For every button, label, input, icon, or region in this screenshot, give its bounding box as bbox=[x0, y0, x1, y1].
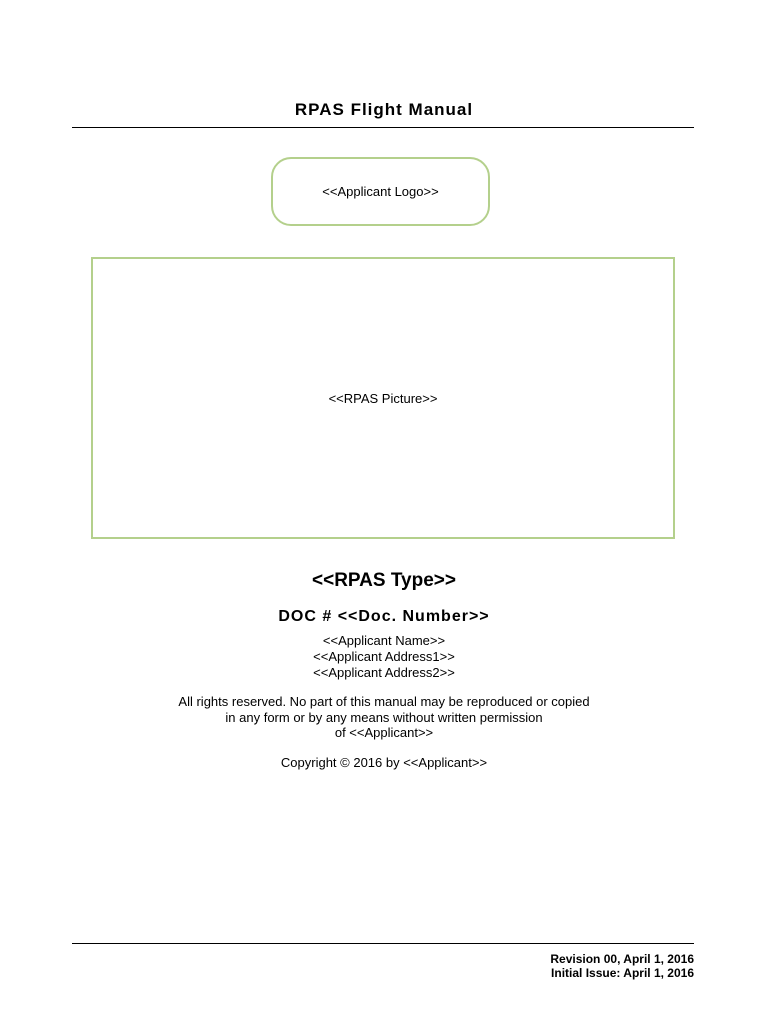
rpas-picture-placeholder bbox=[91, 257, 675, 539]
footer-divider bbox=[72, 943, 694, 944]
logo-placeholder-text: <<Applicant Logo>> bbox=[322, 184, 439, 199]
page-title: RPAS Flight Manual bbox=[294, 100, 474, 119]
rights-line-3: of <<Applicant>> bbox=[334, 725, 434, 740]
applicant-address2: <<Applicant Address2>> bbox=[313, 665, 455, 680]
applicant-info bbox=[0, 633, 768, 681]
footer-revision-info bbox=[394, 952, 694, 980]
copyright-notice: Copyright © 2016 by <<Applicant>> bbox=[280, 755, 488, 770]
applicant-name: <<Applicant Name>> bbox=[322, 633, 446, 648]
rights-line-2: in any form or by any means without written permission bbox=[225, 709, 543, 725]
header-divider bbox=[72, 127, 694, 128]
revision-text: Revision 00, April 1, 2016 bbox=[550, 952, 694, 966]
rpas-type-heading: <<RPAS Type>> bbox=[312, 570, 456, 591]
rights-notice bbox=[0, 694, 768, 741]
applicant-address1: <<Applicant Address1>> bbox=[313, 649, 455, 664]
doc-number-heading: DOC # <<Doc. Number>> bbox=[278, 608, 490, 625]
rights-line-1: All rights reserved. No part of this manual may be reproduced or copied bbox=[178, 694, 590, 709]
picture-placeholder-text: <<RPAS Picture>> bbox=[328, 390, 438, 406]
applicant-logo-placeholder bbox=[271, 157, 490, 226]
initial-issue-text: Initial Issue: April 1, 2016 bbox=[551, 966, 694, 980]
